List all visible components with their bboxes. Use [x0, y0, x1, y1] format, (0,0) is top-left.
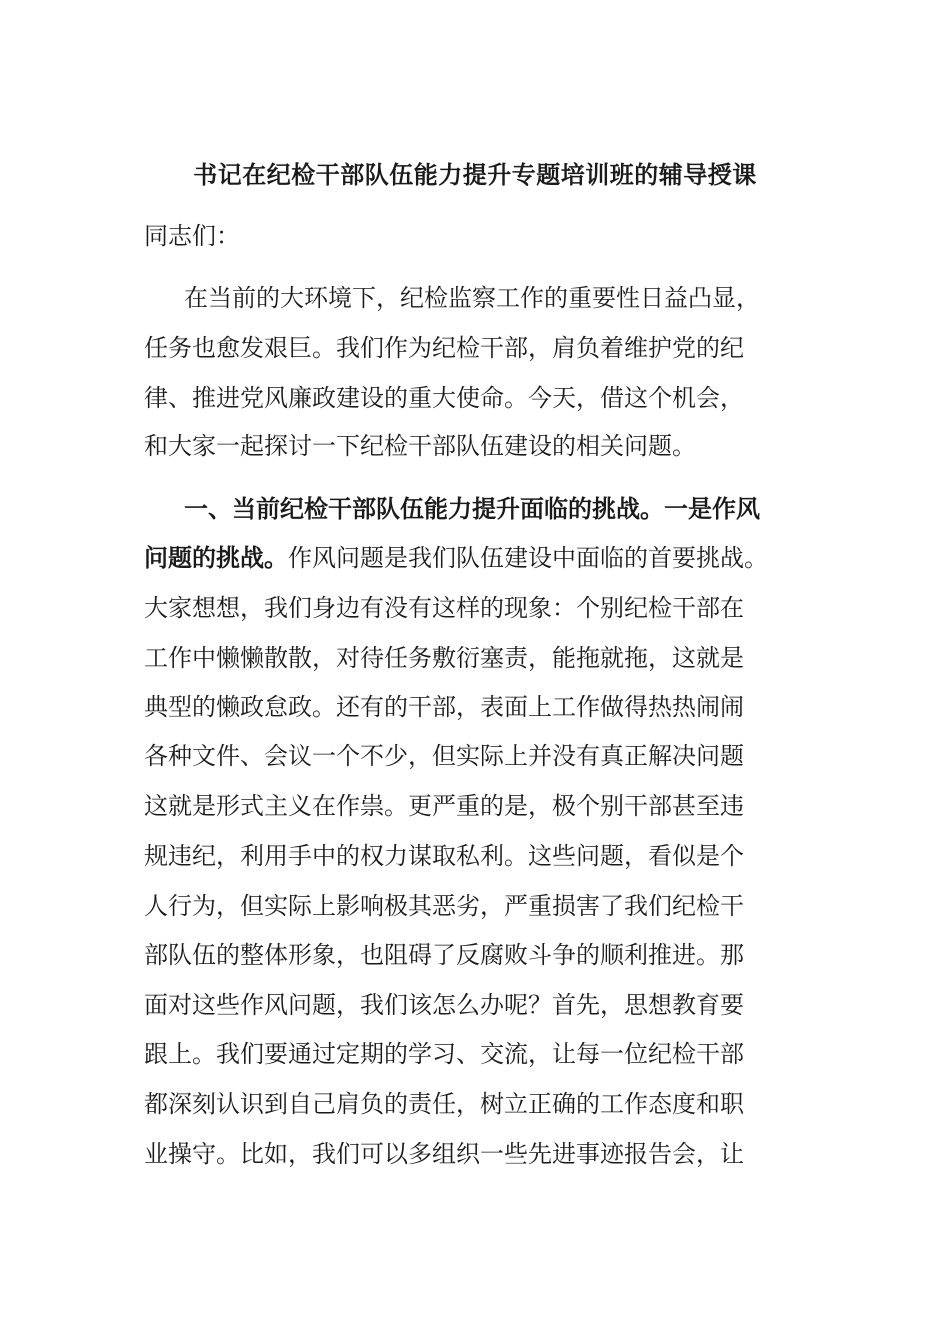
paragraph-line: 面对这些作风问题，我们该怎么办呢？首先，思想教育要 — [144, 991, 744, 1019]
paragraph-line: 部队伍的整体形象，也阻碍了反腐败斗争的顺利推进。那 — [144, 941, 744, 969]
document-title: 书记在纪检干部队伍能力提升专题培训班的辅导授课 — [193, 161, 757, 189]
section-subheading: 问题的挑战。 — [144, 544, 288, 572]
paragraph-line: 跟上。我们要通过定期的学习、交流，让每一位纪检干部 — [144, 1040, 744, 1068]
paragraph-line: 工作中懒懒散散，对待任务敷衍塞责，能拖就拖，这就是 — [144, 644, 744, 672]
paragraph-line: 和大家一起探讨一下纪检干部队伍建设的相关问题。 — [144, 432, 696, 460]
paragraph-line: 业操守。比如，我们可以多组织一些先进事迹报告会，让 — [144, 1140, 744, 1168]
paragraph-line: 人行为，但实际上影响极其恶劣，严重损害了我们纪检干 — [144, 892, 744, 920]
paragraph-line: 这就是形式主义在作祟。更严重的是，极个别干部甚至违 — [144, 792, 744, 820]
paragraph-line: 都深刻认识到自己肩负的责任，树立正确的工作态度和职 — [144, 1090, 744, 1118]
paragraph-line: 规违纪，利用手中的权力谋取私利。这些问题，看似是个 — [144, 842, 744, 870]
section-heading-continuation — [144, 540, 768, 576]
paragraph-line: 大家想想，我们身边有没有这样的现象：个别纪检干部在 — [144, 594, 744, 622]
section-heading: 一、当前纪检干部队伍能力提升面临的挑战。一是作风 — [184, 495, 760, 523]
greeting: 同志们： — [144, 222, 240, 250]
paragraph-line: 任务也愈发艰巨。我们作为纪检干部，肩负着维护党的纪 — [144, 334, 744, 362]
paragraph-line: 典型的懒政怠政。还有的干部，表面上工作做得热热闹闹 — [144, 693, 744, 721]
paragraph-line: 律、推进党风廉政建设的重大使命。今天，借这个机会， — [144, 384, 744, 412]
section-text: 作风问题是我们队伍建设中面临的首要挑战。 — [288, 544, 768, 572]
paragraph-line: 各种文件、会议一个不少，但实际上并没有真正解决问题 — [144, 742, 744, 770]
paragraph-line: 在当前的大环境下，纪检监察工作的重要性日益凸显， — [184, 284, 760, 312]
